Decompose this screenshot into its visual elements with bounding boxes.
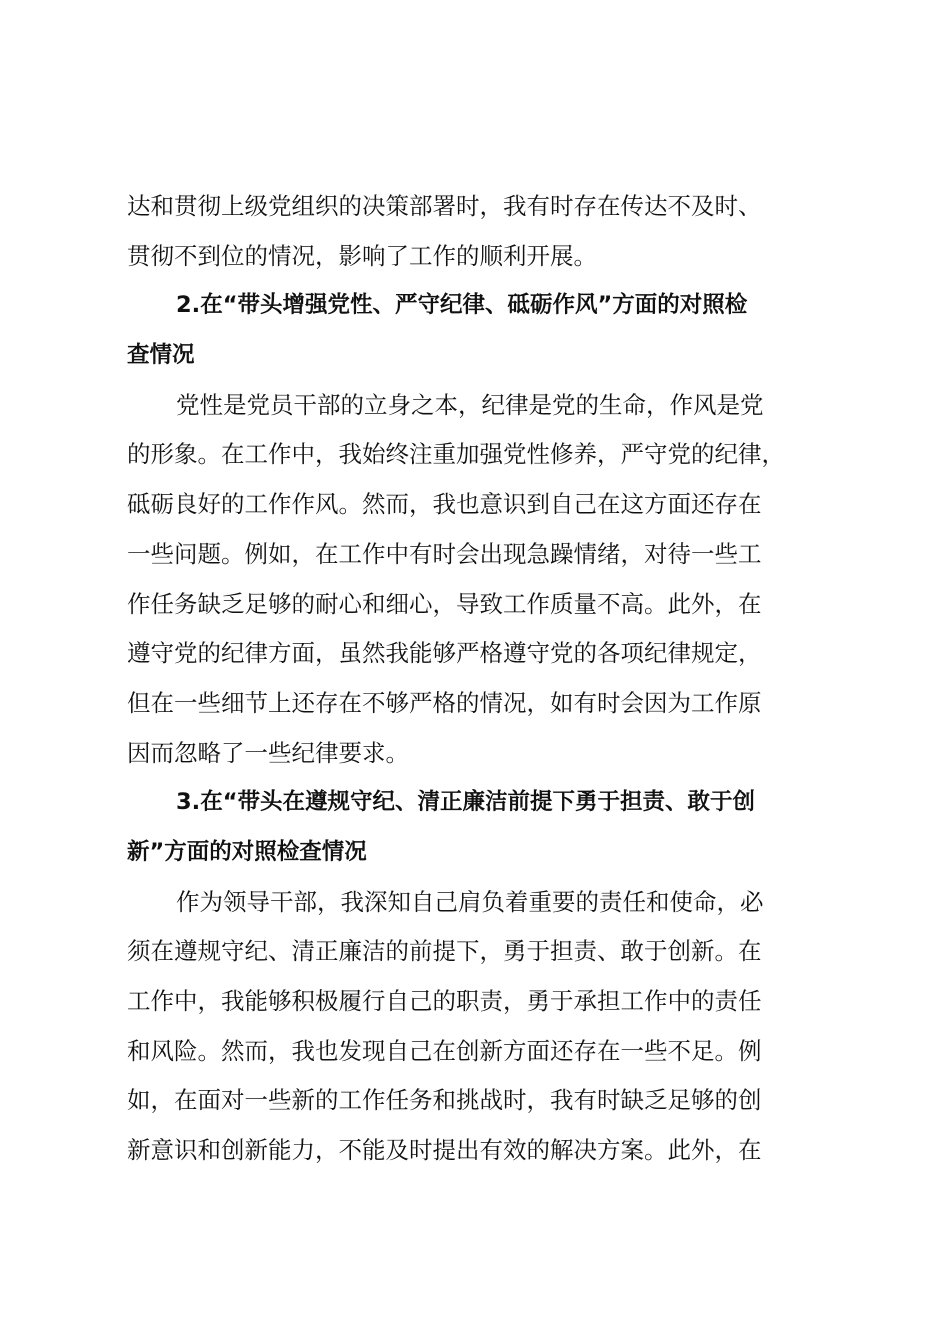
paragraph-line: 砥砺良好的工作作风。然而，我也意识到自己在这方面还存在: [127, 490, 762, 519]
paragraph-line: 作任务缺乏足够的耐心和细心，导致工作质量不高。此外，在: [127, 589, 762, 618]
paragraph-line: 和风险。然而，我也发现自己在创新方面还存在一些不足。例: [127, 1036, 762, 1065]
paragraph-line: 遵守党的纪律方面，虽然我能够严格遵守党的各项纪律规定，: [127, 639, 762, 668]
paragraph-line: 贯彻不到位的情况，影响了工作的顺利开展。: [127, 241, 597, 270]
section-heading-line: 3.在“带头在遵规守纪、清正廉洁前提下勇于担责、敢于创: [176, 789, 755, 816]
section-heading-line: 2.在“带头增强党性、严守纪律、砥砺作风”方面的对照检: [176, 292, 748, 319]
paragraph-line: 作为领导干部，我深知自己肩负着重要的责任和使命，必: [176, 887, 764, 916]
paragraph-line: 达和贯彻上级党组织的决策部署时，我有时存在传达不及时、: [127, 192, 762, 220]
paragraph-line: 如，在面对一些新的工作任务和挑战时，我有时缺乏足够的创: [127, 1086, 762, 1115]
paragraph-line: 工作中，我能够积极履行自己的职责，勇于承担工作中的责任: [127, 987, 762, 1015]
paragraph-line: 但在一些细节上还存在不够严格的情况，如有时会因为工作原: [127, 688, 762, 717]
paragraph-line: 一些问题。例如，在工作中有时会出现急躁情绪，对待一些工: [127, 539, 762, 568]
section-heading-line: 新”方面的对照检查情况: [127, 838, 367, 865]
paragraph-line: 党性是党员干部的立身之本，纪律是党的生命，作风是党: [176, 390, 764, 419]
paragraph-line: 因而忽略了一些纪律要求。: [127, 738, 409, 767]
paragraph-line: 须在遵规守纪、清正廉洁的前提下，勇于担责、敢于创新。在: [127, 937, 762, 966]
section-heading-line: 查情况: [127, 342, 195, 369]
paragraph-line: 的形象。在工作中，我始终注重加强党性修养，严守党的纪律，: [127, 440, 785, 469]
document-body: [127, 182, 839, 1176]
paragraph-line: 新意识和创新能力，不能及时提出有效的解决方案。此外，在: [127, 1136, 762, 1165]
